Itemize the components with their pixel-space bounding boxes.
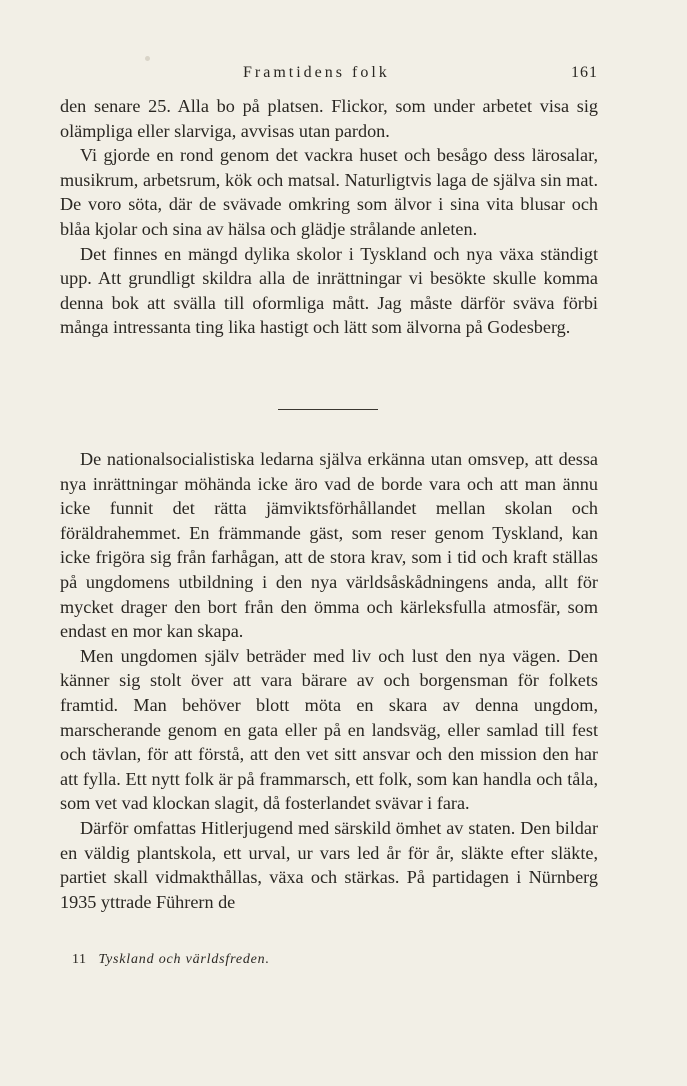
paragraph: Men ungdomen själv beträder med liv och lust den nya vägen. Den känner sig stolt över att vara bärare av och borgensman för folkets framtid. Man behöver blott möta en skara av denna ungdom, marscherande genom en gata eller på en landsväg, eller samlad till fest och tävlan, för att förstå, att den vet sitt ansvar och den mission den har att fylla. Ett nytt folk är på frammarsch, ett folk, som kan handla och tåla, som vet vad klockan slagit, då fosterlandet svävar i fara. [60, 645, 598, 814]
printer-signature [72, 952, 270, 968]
text-block-2 [60, 447, 598, 914]
text-block-1 [60, 94, 598, 340]
paragraph: De nationalsocialistiska ledarna själva erkänna utan omsvep, att dessa nya inrättningar möhända icke äro vad de borde vara och att man ännu icke funnit det rätta jämviktsförhållandet mellan skolan och föräldrahemmet. En främmande gäst, som reser genom Tyskland, kan icke frigöra sig från farhågan, att de stora krav, som i tid och kraft ställas på ungdomens utbildning i den nya världsåskådningens anda, allt för mycket drager den bort från den ömma och kärleksfulla atmosfär, som endast en mor kan skapa. [60, 449, 598, 642]
signature-title: Tyskland och världsfreden. [98, 952, 270, 967]
page-number: 161 [571, 64, 598, 81]
paper-speck [145, 56, 150, 61]
paragraph: Vi gjorde en rond genom det vackra huset och besågo dess lärosalar, musikrum, arbetsrum, kök och matsal. Naturligtvis laga de själva sin mat. De voro söta, där de svävade omkring som älvor i sina vita blusar och blåa kjolar och sina av hälsa och glädje strålande anleten. [60, 145, 598, 239]
signature-number: 11 [72, 952, 87, 967]
paragraph: Därför omfattas Hitlerjugend med särskild ömhet av staten. Den bildar en väldig plantskola, ett urval, ur vars led år för år, släkte efter släkte, partiet skall vidmakthållas, växa och stärkas. På partidagen i Nürnberg 1935 yttrade Führern de [60, 817, 598, 912]
page-header [60, 64, 598, 86]
paragraph: Det finnes en mängd dylika skolor i Tyskland och nya växa ständigt upp. Att grundligt skildra alla de inrättningar vi besökte skulle komma denna bok att svälla till oformliga mått. Jag måste därför sväva förbi många intressanta ting lika hastigt och lätt som älvorna på Godesberg. [60, 243, 598, 338]
running-title: Framtidens folk [243, 64, 390, 81]
section-divider [278, 409, 378, 410]
paragraph: den senare 25. Alla bo på platsen. Flickor, som under arbetet visa sig olämpliga eller slarviga, avvisas utan pardon. [60, 96, 598, 141]
